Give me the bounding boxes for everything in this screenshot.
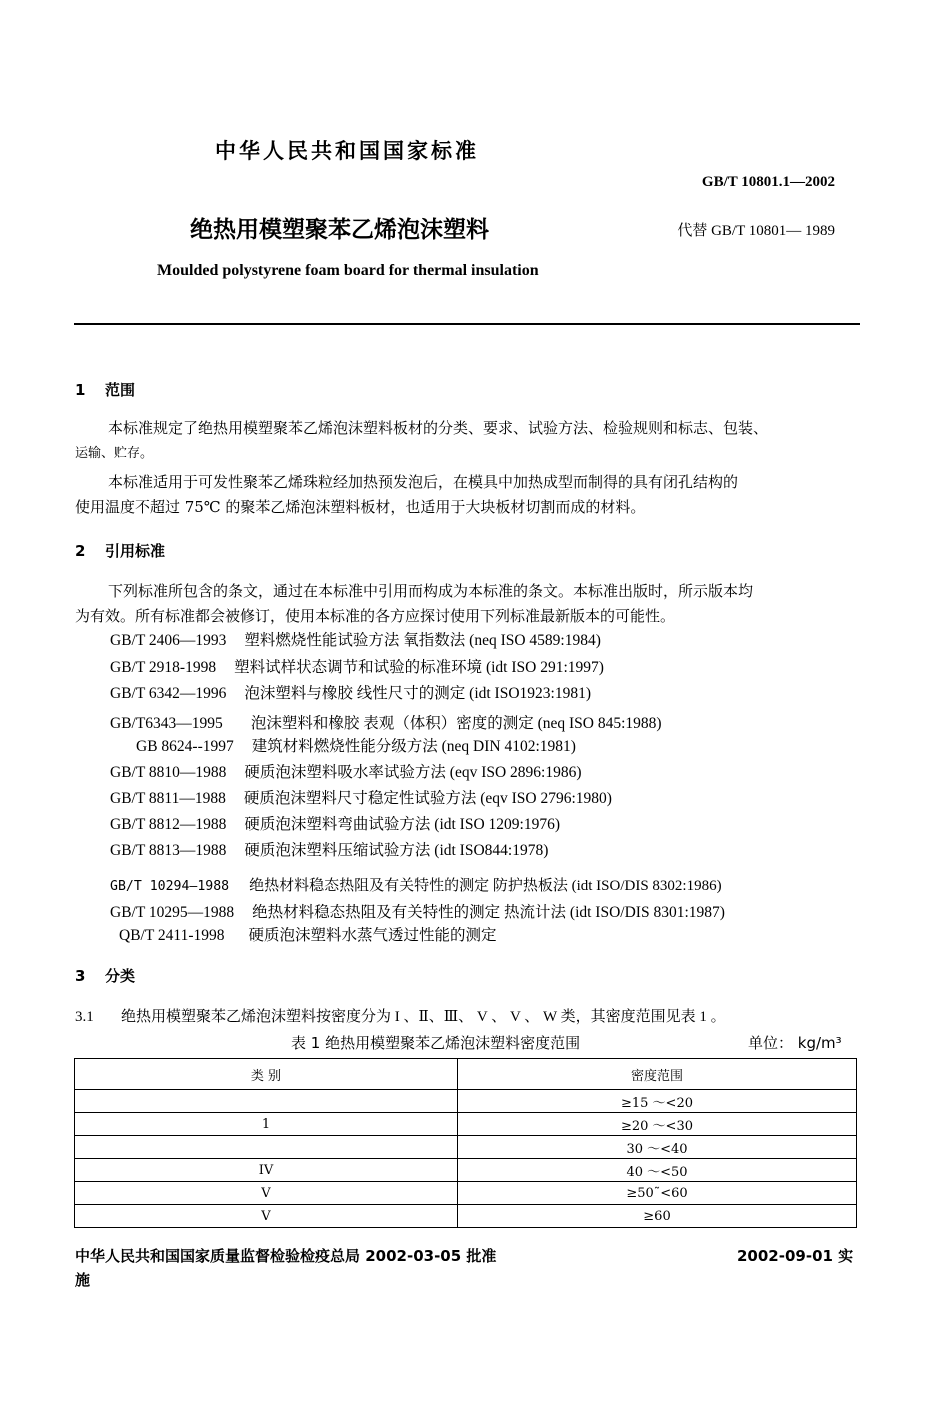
reference-code: GB/T 6342—1996 bbox=[110, 685, 227, 702]
reference-code: GB/T6343—1995 bbox=[110, 715, 223, 732]
reference-item bbox=[110, 760, 582, 782]
section-number: 1 bbox=[75, 381, 86, 399]
paragraph-line: 本标准适用于可发性聚苯乙烯珠粒经加热预发泡后，在模具中加热成型而制得的具有闭孔结构的 bbox=[108, 473, 739, 491]
reference-code: GB/T 8812—1988 bbox=[110, 816, 227, 833]
section-3-heading bbox=[75, 965, 135, 986]
clause-3-1 bbox=[75, 1005, 726, 1026]
reference-title: 硬质泡沫塑料压缩试验方法 (idt ISO844:1978) bbox=[244, 842, 549, 859]
table-cell: 1 bbox=[75, 1113, 458, 1136]
replaces-note: 代替 GB/T 10801— 1989 bbox=[677, 223, 835, 239]
paragraph-line: 下列标准所包含的条文，通过在本标准中引用而构成为本标准的条文。本标准出版时，所示版本均 bbox=[108, 582, 754, 600]
table-cell: ≥50˜<60 bbox=[458, 1182, 857, 1205]
clause-text: 绝热用模塑聚苯乙烯泡沫塑料按密度分为 I 、Ⅱ、Ⅲ、 V 、 V 、 W 类，其密度范围见表 1 。 bbox=[121, 1009, 726, 1025]
reference-item bbox=[110, 628, 601, 650]
approval-note: 中华人民共和国国家质量监督检验检疫总局 2002-03-05 批准 bbox=[75, 1247, 497, 1265]
english-title: Moulded polystyrene foam board for thermal insulation bbox=[157, 262, 539, 279]
reference-title: 塑料燃烧性能试验方法 氧指数法 (neq ISO 4589:1984) bbox=[244, 632, 601, 649]
reference-item bbox=[110, 874, 722, 895]
table-row bbox=[75, 1205, 857, 1228]
reference-title: 硬质泡沫塑料尺寸稳定性试验方法 (eqv ISO 2796:1980) bbox=[243, 790, 612, 807]
approval-note-continued: 施 bbox=[75, 1271, 91, 1289]
table-cell: ≥15 ～<20 bbox=[458, 1090, 857, 1113]
section-1-paragraph-2 bbox=[75, 470, 857, 520]
reference-title: 绝热材料稳态热阻及有关特性的测定 热流计法 (idt ISO/DIS 8301:1987) bbox=[252, 904, 725, 921]
section-title: 分类 bbox=[105, 967, 136, 985]
main-title: 中华人民共和国国家标准 bbox=[215, 139, 479, 163]
reference-code: QB/T 2411-1998 bbox=[119, 927, 225, 944]
table-cell: 40 ～<50 bbox=[458, 1159, 857, 1182]
document-title: 绝热用模塑聚苯乙烯泡沫塑料 bbox=[190, 217, 489, 243]
header-density-range: 密度范围 bbox=[458, 1059, 857, 1090]
section-number: 3 bbox=[75, 967, 86, 985]
reference-item bbox=[119, 923, 497, 945]
reference-code: GB/T 8810—1988 bbox=[110, 764, 227, 781]
header-category: 类 别 bbox=[75, 1059, 458, 1090]
reference-item bbox=[110, 812, 560, 834]
section-number: 2 bbox=[75, 542, 86, 560]
table-cell: V bbox=[75, 1205, 458, 1228]
reference-title: 硬质泡沫塑料水蒸气透过性能的测定 bbox=[248, 927, 497, 944]
density-table bbox=[74, 1058, 857, 1228]
section-1-heading bbox=[75, 379, 135, 400]
reference-title: 绝热材料稳态热阻及有关特性的测定 防护热板法 (idt ISO/DIS 8302:1986) bbox=[249, 878, 722, 894]
reference-code: GB/T 10295—1988 bbox=[110, 904, 235, 921]
reference-item bbox=[110, 681, 591, 703]
paragraph-line: 运输、贮存。 bbox=[75, 446, 154, 461]
reference-title: 硬质泡沫塑料弯曲试验方法 (idt ISO 1209:1976) bbox=[244, 816, 561, 833]
table-row bbox=[75, 1159, 857, 1182]
reference-item bbox=[110, 900, 725, 922]
table-cell bbox=[75, 1136, 458, 1159]
implementation-date: 2002-09-01 实 bbox=[737, 1247, 854, 1265]
reference-item bbox=[110, 838, 548, 860]
table-row bbox=[75, 1136, 857, 1159]
reference-code: GB/T 10294—1988 bbox=[110, 879, 230, 894]
paragraph-line: 为有效。所有标准都会被修订，使用本标准的各方应探讨使用下列标准最新版本的可能性。 bbox=[75, 607, 676, 625]
reference-code: GB/T 8813—1988 bbox=[110, 842, 227, 859]
reference-item bbox=[136, 734, 576, 756]
table-cell: IV bbox=[75, 1159, 458, 1182]
section-title: 范围 bbox=[105, 381, 136, 399]
section-2-intro bbox=[75, 579, 857, 629]
reference-code: GB/T 8811—1988 bbox=[110, 790, 226, 807]
table-unit: 单位： kg/m³ bbox=[748, 1034, 842, 1052]
reference-title: 泡沫塑料与橡胶 线性尺寸的测定 (idt ISO1923:1981) bbox=[244, 685, 592, 702]
reference-item bbox=[110, 711, 662, 733]
table-row bbox=[75, 1113, 857, 1136]
reference-code: GB/T 2406—1993 bbox=[110, 632, 227, 649]
standard-number: GB/T 10801.1—2002 bbox=[701, 174, 835, 190]
table-row bbox=[75, 1182, 857, 1205]
table-header-row bbox=[75, 1059, 857, 1090]
paragraph-line: 本标准规定了绝热用模塑聚苯乙烯泡沫塑料板材的分类、要求、试验方法、检验规则和标志、包装、 bbox=[108, 419, 769, 437]
table-row bbox=[75, 1090, 857, 1113]
table-cell: 30 ～<40 bbox=[458, 1136, 857, 1159]
clause-number: 3.1 bbox=[75, 1009, 94, 1025]
paragraph-line: 使用温度不超过 75℃ 的聚苯乙烯泡沫塑料板材，也适用于大块板材切割而成的材料。 bbox=[75, 498, 646, 516]
reference-title: 塑料试样状态调节和试验的标准环境 (idt ISO 291:1997) bbox=[234, 659, 604, 676]
reference-title: 建筑材料燃烧性能分级方法 (neq DIN 4102:1981) bbox=[251, 738, 576, 755]
table-cell: ≥60 bbox=[458, 1205, 857, 1228]
reference-code: GB 8624--1997 bbox=[136, 738, 234, 755]
section-2-heading bbox=[75, 540, 165, 561]
reference-item bbox=[110, 786, 612, 808]
reference-code: GB/T 2918-1998 bbox=[110, 659, 217, 676]
section-1-paragraph-1 bbox=[75, 416, 857, 466]
header-divider bbox=[74, 323, 860, 325]
table-cell bbox=[75, 1090, 458, 1113]
table-cell: ≥20 ～<30 bbox=[458, 1113, 857, 1136]
section-title: 引用标准 bbox=[105, 542, 166, 560]
table-cell: V bbox=[75, 1182, 458, 1205]
reference-title: 泡沫塑料和橡胶 表观（体积）密度的测定 (neq ISO 845:1988) bbox=[250, 715, 662, 732]
reference-item bbox=[110, 655, 604, 677]
reference-title: 硬质泡沫塑料吸水率试验方法 (eqv ISO 2896:1986) bbox=[244, 764, 582, 781]
table-caption: 表 1 绝热用模塑聚苯乙烯泡沫塑料密度范围 bbox=[291, 1034, 581, 1052]
